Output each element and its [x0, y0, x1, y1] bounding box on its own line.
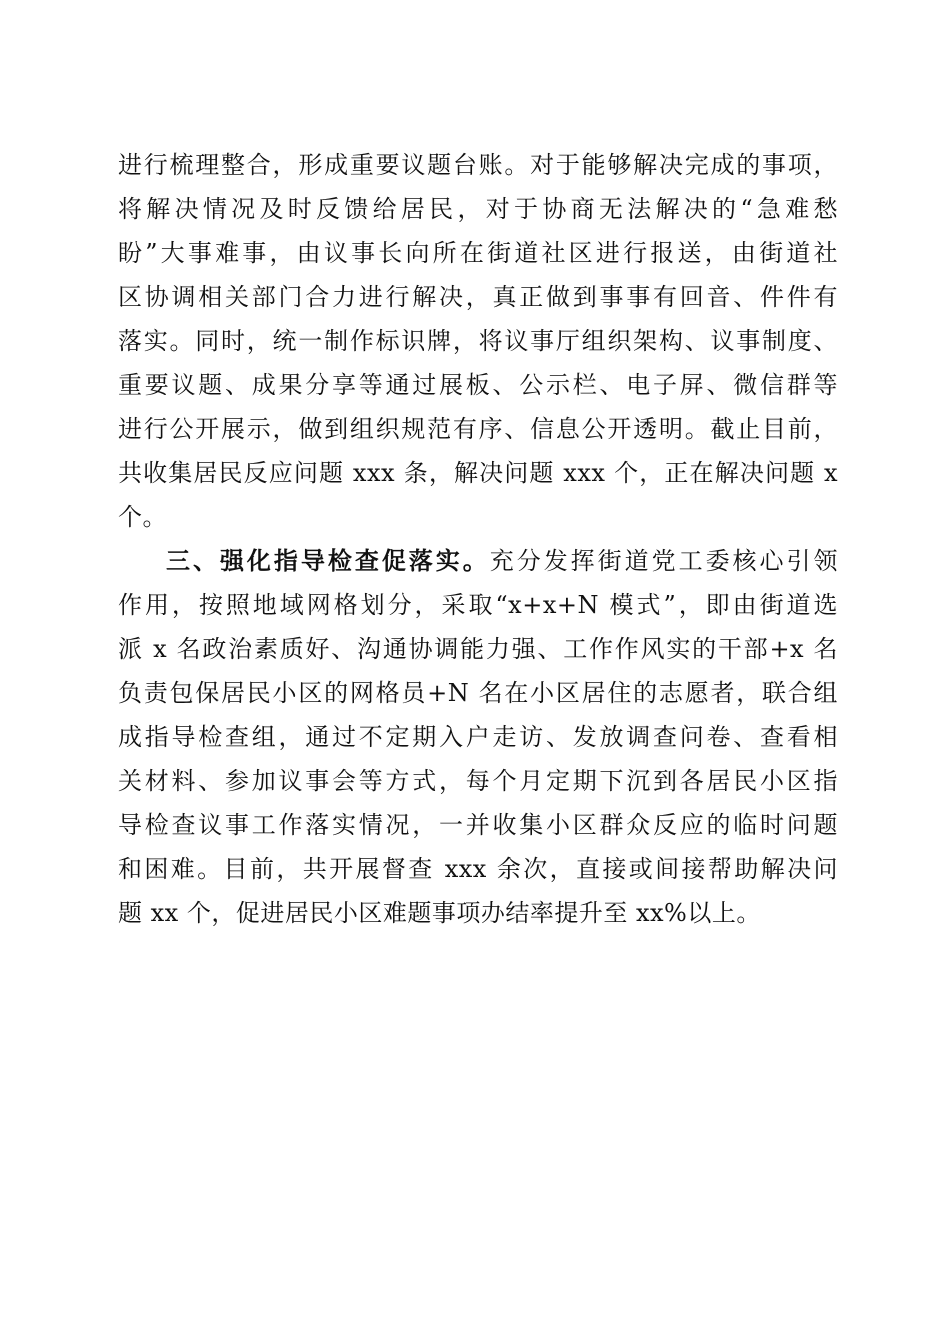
- paragraph-1: [118, 143, 838, 539]
- paragraph-1-line: 进行梳理整合，形成重要议题台账。对于能够解决完成的事项，: [118, 151, 838, 179]
- paragraph-2-line: 和困难。目前，共开展督查 xxx 余次，直接或间接帮助解决问: [118, 855, 838, 883]
- paragraph-2-line: 派 x 名政治素质好、沟通协调能力强、工作作风实的干部+x 名: [118, 635, 838, 663]
- paragraph-2-line: 题 xx 个，促进居民小区难题事项办结率提升至 xx%以上。: [118, 899, 761, 927]
- paragraph-2-first-line-text: 充分发挥街道党工委核心引领: [489, 547, 838, 575]
- paragraph-1-line: 落实。同时，统一制作标识牌，将议事厅组织架构、议事制度、: [118, 327, 838, 355]
- paragraph-2-line: 作用，按照地域网格划分，采取“x+x+N 模式”，即由街道选: [118, 591, 838, 619]
- paragraph-1-line: 将解决情况及时反馈给居民，对于协商无法解决的“急难愁: [118, 195, 838, 223]
- paragraph-2-line: 成指导检查组，通过不定期入户走访、发放调查问卷、查看相: [118, 723, 838, 751]
- paragraph-2-line: 导检查议事工作落实情况，一并收集小区群众反应的临时问题: [118, 811, 838, 839]
- paragraph-2: [118, 539, 838, 935]
- paragraph-1-line: 重要议题、成果分享等通过展板、公示栏、电子屏、微信群等: [118, 371, 838, 399]
- paragraph-1-line: 个。: [118, 503, 167, 531]
- paragraph-2-first-line: [118, 539, 838, 583]
- paragraph-1-line: 盼”大事难事，由议事长向所在街道社区进行报送，由街道社: [118, 239, 838, 267]
- paragraph-2-line: 关材料、参加议事会等方式，每个月定期下沉到各居民小区指: [118, 767, 838, 795]
- paragraph-1-line: 共收集居民反应问题 xxx 条，解决问题 xxx 个，正在解决问题 x: [118, 459, 838, 487]
- paragraph-2-line: 负责包保居民小区的网格员+N 名在小区居住的志愿者，联合组: [118, 679, 838, 707]
- paragraph-1-line: 进行公开展示，做到组织规范有序、信息公开透明。截止目前，: [118, 415, 838, 443]
- document-body: [118, 143, 838, 935]
- section-heading: 三、强化指导检查促落实。: [166, 547, 490, 575]
- paragraph-1-line: 区协调相关部门合力进行解决，真正做到事事有回音、件件有: [118, 283, 838, 311]
